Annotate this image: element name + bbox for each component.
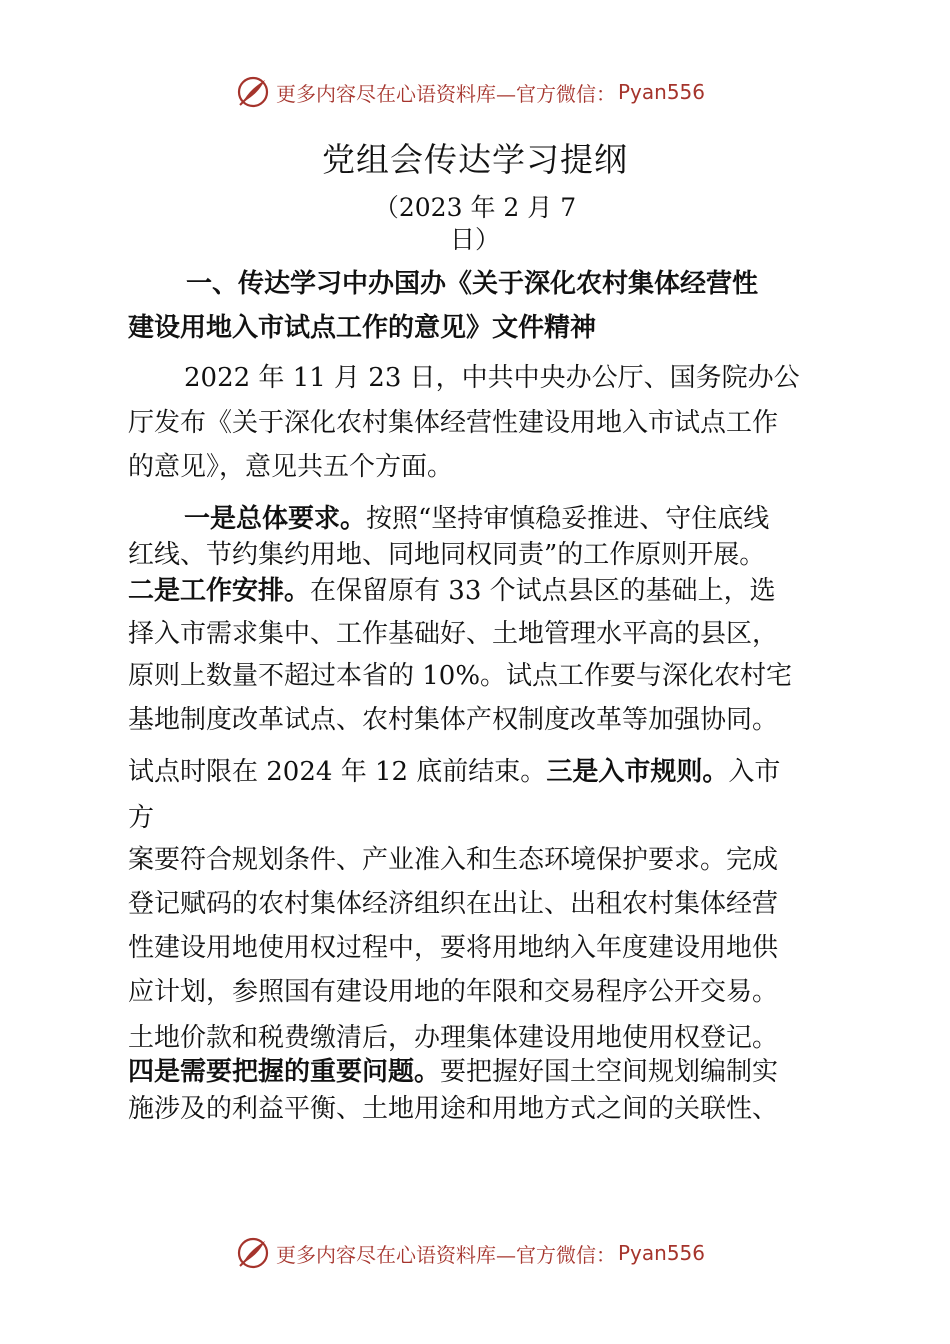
watermark-text: 更多内容尽在心语资料库—官方微信： [276,1242,616,1267]
paragraph-line: 施涉及的利益平衡、土地用途和用地方式之间的关联性、 [128,1094,779,1124]
document-title: 党组会传达学习提纲 [322,140,628,179]
watermark-id: Pyan556 [618,1241,706,1265]
point-three-label: 三是入市规则。 [546,757,729,787]
paragraph-line: 应计划，参照国有建设用地的年限和交易程序公开交易。 [128,977,779,1007]
paragraph-text: 按照“坚持审慎稳妥推进、守住底线 [366,504,770,534]
watermark-header [236,72,756,112]
paragraph-text: 在保留原有 33 个试点县区的基础上，选 [310,576,776,606]
paragraph-line: 2022 年 11 月 23 日，中共中央办公厅、国务院办公 [184,363,800,393]
paragraph-line [128,752,780,792]
paragraph-line: 红线、节约集约用地、同地同权同责”的工作原则开展。 [128,540,766,570]
paragraph-line: 登记赋码的农村集体经济组织在出让、出租农村集体经营 [128,889,779,919]
document-date [0,192,950,256]
paragraph-line [128,1052,778,1092]
watermark-footer [236,1233,756,1273]
section-heading-line-2: 建设用地入市试点工作的意见》文件精神 [128,313,597,343]
paragraph-line: 案要符合规划条件、产业准入和生态环境保护要求。完成 [128,845,779,875]
watermark-text: 更多内容尽在心语资料库—官方微信： [276,81,616,106]
paragraph-line [184,499,769,539]
feather-quill-logo-icon [236,75,270,109]
paragraph-text: 试点时限在 2024 年 12 底前结束。 [128,757,547,787]
paragraph-text: 入市 [728,757,781,787]
point-two-label: 二是工作安排。 [128,576,311,606]
date-line-2: 日） [449,225,500,254]
paragraph-line: 基地制度改革试点、农村集体产权制度改革等加强协同。 [128,705,779,735]
point-one-label: 一是总体要求。 [184,504,367,534]
paragraph-line: 原则上数量不超过本省的 10%。试点工作要与深化农村宅 [128,661,793,691]
paragraph-line: 土地价款和税费缴清后，办理集体建设用地使用权登记。 [128,1023,779,1053]
feather-quill-logo-icon [236,1236,270,1270]
paragraph-line: 方 [128,803,155,833]
paragraph-line: 的意见》，意见共五个方面。 [128,452,454,482]
paragraph-text: 要把握好国土空间规划编制实 [440,1057,779,1087]
point-four-label: 四是需要把握的重要问题。 [128,1057,441,1087]
paragraph-line: 择入市需求集中、工作基础好、土地管理水平高的县区， [128,619,779,649]
paragraph-line: 性建设用地使用权过程中，要将用地纳入年度建设用地供 [128,933,779,963]
paragraph-line [128,571,776,611]
date-line-1: （2023 年 2 月 7 [373,193,577,222]
section-heading-line-1: 一、传达学习中办国办《关于深化农村集体经营性 [186,269,759,299]
watermark-id: Pyan556 [618,80,706,104]
paragraph-line: 厅发布《关于深化农村集体经营性建设用地入市试点工作 [128,408,779,438]
